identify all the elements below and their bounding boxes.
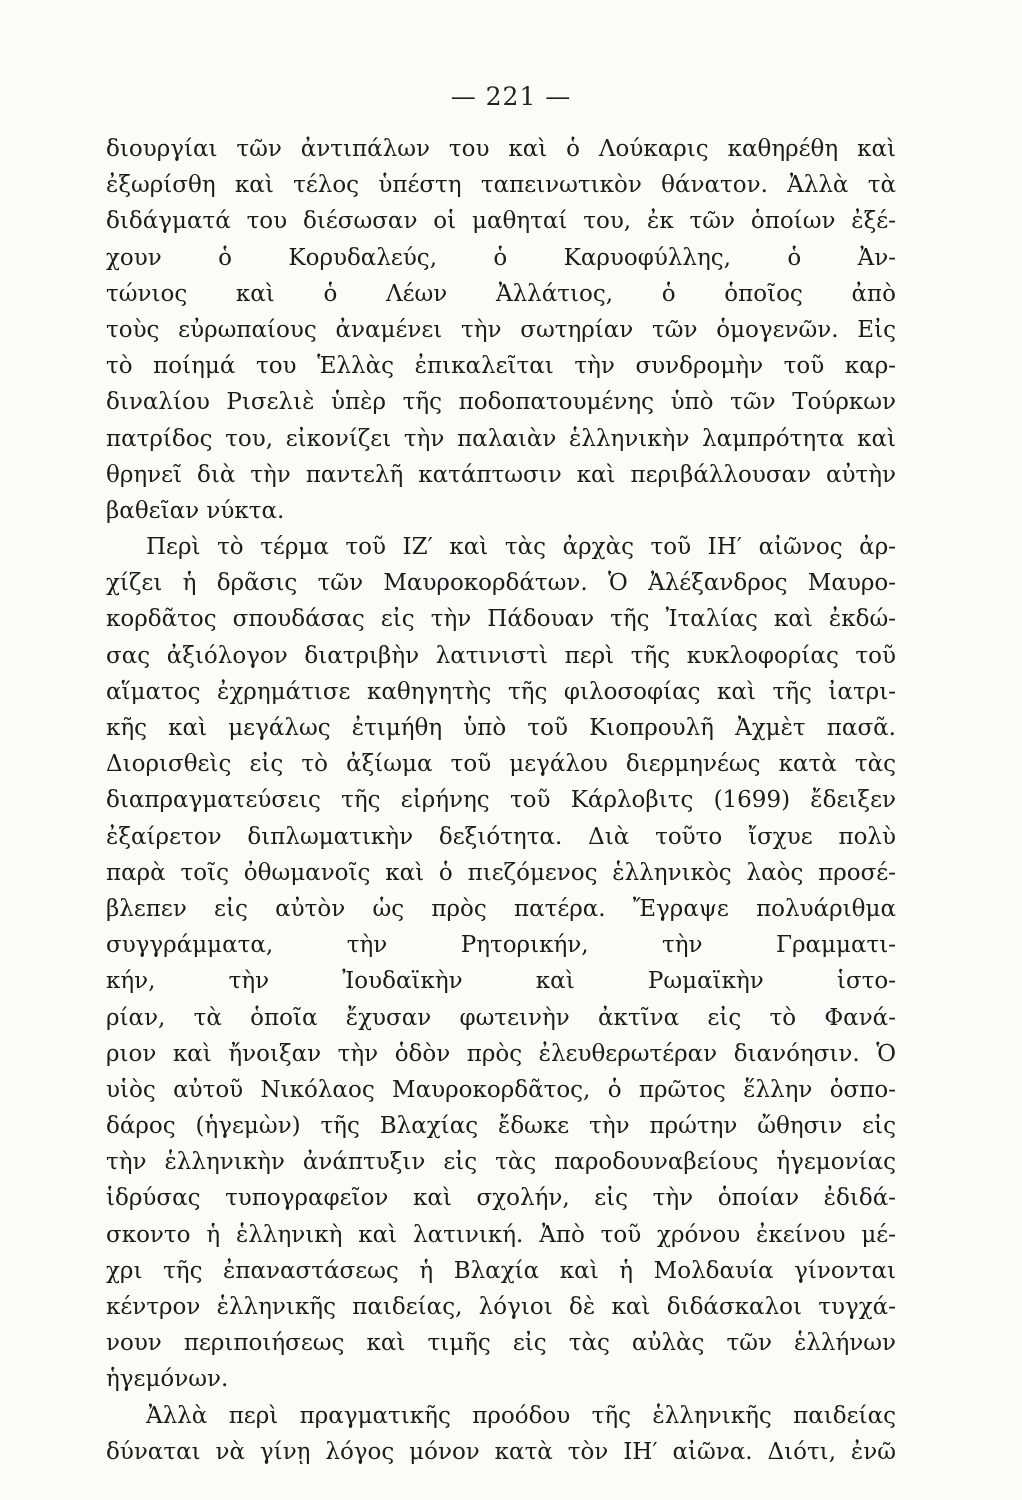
text-line: Διορισθεὶς εἰς τὸ ἀξίωμα τοῦ μεγάλου διερμηνέως κατὰ τὰς	[106, 751, 896, 778]
text-line: χουν ὁ Κορυδαλεύς, ὁ Καρυοφύλλης, ὁ Ἀν-	[106, 244, 896, 271]
body-text	[106, 131, 896, 1470]
text-line: διναλίου Ρισελιὲ ὑπὲρ τῆς ποδοπατουμένης ὑπὸ τῶν Τούρκων	[106, 389, 896, 416]
text-line: ἱδρύσας τυπογραφεῖον καὶ σχολήν, εἰς τὴν ὁποίαν ἐδιδά-	[106, 1185, 896, 1212]
text-line: ρίαν, τὰ ὁποῖα ἔχυσαν φωτεινὴν ἀκτῖνα εἰς τὸ Φανά-	[106, 1004, 896, 1031]
text-line: κέντρον ἑλληνικῆς παιδείας, λόγιοι δὲ καὶ διδάσκαλοι τυγχά-	[106, 1294, 896, 1320]
text-line: ἐξαίρετον διπλωματικὴν δεξιότητα. Διὰ τοῦτο ἴσχυε πολὺ	[106, 823, 896, 850]
text-line: Ἀλλὰ περὶ πραγματικῆς προόδου τῆς ἑλληνικῆς παιδείας	[146, 1402, 896, 1429]
text-line: χρι τῆς ἐπαναστάσεως ἡ Βλαχία καὶ ἡ Μολδαυία γίνονται	[106, 1257, 896, 1284]
text-line: συγγράμματα, τὴν Ρητορικήν, τὴν Γραμματι-	[106, 932, 896, 959]
text-line: σκοντο ἡ ἑλληνικὴ καὶ λατινική. Ἀπὸ τοῦ χρόνου ἐκείνου μέ-	[106, 1221, 896, 1248]
text-line: υἱὸς αὐτοῦ Νικόλαος Μαυροκορδᾶτος, ὁ πρῶτος ἕλλην ὁσπο-	[106, 1076, 896, 1103]
text-line: κορδᾶτος σπουδάσας εἰς τὴν Πάδουαν τῆς Ἰταλίας καὶ ἐκδώ-	[106, 606, 896, 633]
text-line: τὴν ἑλληνικὴν ἀνάπτυξιν εἰς τὰς παροδουναβείους ἡγεμονίας	[106, 1149, 896, 1176]
text-line: κῆς καὶ μεγάλως ἐτιμήθη ὑπὸ τοῦ Κιοπρουλῆ Ἀχμὲτ πασᾶ.	[106, 715, 896, 741]
text-line: αἵματος ἐχρημάτισε καθηγητὴς τῆς φιλοσοφίας καὶ τῆς ἰατρι-	[106, 678, 896, 705]
text-line: κήν, τὴν Ἰουδαϊκὴν καὶ Ρωμαϊκὴν ἱστο-	[106, 968, 896, 995]
text-line: ριον καὶ ἤνοιξαν τὴν ὁδὸν πρὸς ἐλευθερωτέραν διανόησιν. Ὁ	[106, 1040, 896, 1067]
text-line: θρηνεῖ διὰ τὴν παντελῆ κατάπτωσιν καὶ περιβάλλουσαν αὐτὴν	[106, 461, 896, 488]
text-line: τώνιος καὶ ὁ Λέων Ἀλλάτιος, ὁ ὁποῖος ἀπὸ	[106, 280, 896, 307]
text-line: διδάγματά του διέσωσαν οἱ μαθηταί του, ἐκ τῶν ὁποίων ἐξέ-	[106, 208, 896, 235]
text-line: Περὶ τὸ τέρμα τοῦ ΙΖ′ καὶ τὰς ἀρχὰς τοῦ ΙΗ′ αἰῶνος ἀρ-	[146, 534, 896, 561]
text-line: νουν περιποιήσεως καὶ τιμῆς εἰς τὰς αὐλὰς τῶν ἑλλήνων	[106, 1330, 896, 1357]
text-line: χίζει ἡ δρᾶσις τῶν Μαυροκορδάτων. Ὁ Ἀλέξανδρος Μαυρο-	[106, 570, 896, 597]
text-line: σας ἀξιόλογον διατριβὴν λατινιστὶ περὶ τῆς κυκλοφορίας τοῦ	[106, 642, 896, 669]
text-line: διουργίαι τῶν ἀντιπάλων του καὶ ὁ Λούκαρις καθηρέθη καὶ	[106, 136, 896, 162]
text-line: παρὰ τοῖς ὀθωμανοῖς καὶ ὁ πιεζόμενος ἑλληνικὸς λαὸς προσέ-	[106, 859, 896, 886]
text-line: βαθεῖαν νύκτα.	[106, 497, 285, 524]
text-line: διαπραγματεύσεις τῆς εἰρήνης τοῦ Κάρλοβιτς (1699) ἔδειξεν	[106, 787, 896, 814]
text-line: δύναται νὰ γίνῃ λόγος μόνον κατὰ τὸν ΙΗ′ αἰῶνα. Διότι, ἐνῶ	[106, 1438, 896, 1465]
page-number: — 221 —	[450, 82, 572, 111]
text-line: ἡγεμόνων.	[106, 1366, 229, 1393]
text-line: τοὺς εὐρωπαίους ἀναμένει τὴν σωτηρίαν τῶν ὁμογενῶν. Εἰς	[106, 316, 896, 343]
text-line: δάρος (ἡγεμὼν) τῆς Βλαχίας ἔδωκε τὴν πρώτην ὤθησιν εἰς	[106, 1113, 896, 1140]
text-line: πατρίδος του, εἰκονίζει τὴν παλαιὰν ἑλληνικὴν λαμπρότητα καὶ	[106, 425, 896, 452]
text-line: βλεπεν εἰς αὐτὸν ὡς πρὸς πατέρα. Ἔγραψε πολυάριθμα	[106, 895, 896, 922]
text-line: τὸ ποίημά του Ἑλλὰς ἐπικαλεῖται τὴν συνδρομὴν τοῦ καρ-	[106, 353, 896, 380]
text-line: ἐξωρίσθη καὶ τέλος ὑπέστη ταπεινωτικὸν θάνατον. Ἀλλὰ τὰ	[106, 172, 896, 199]
